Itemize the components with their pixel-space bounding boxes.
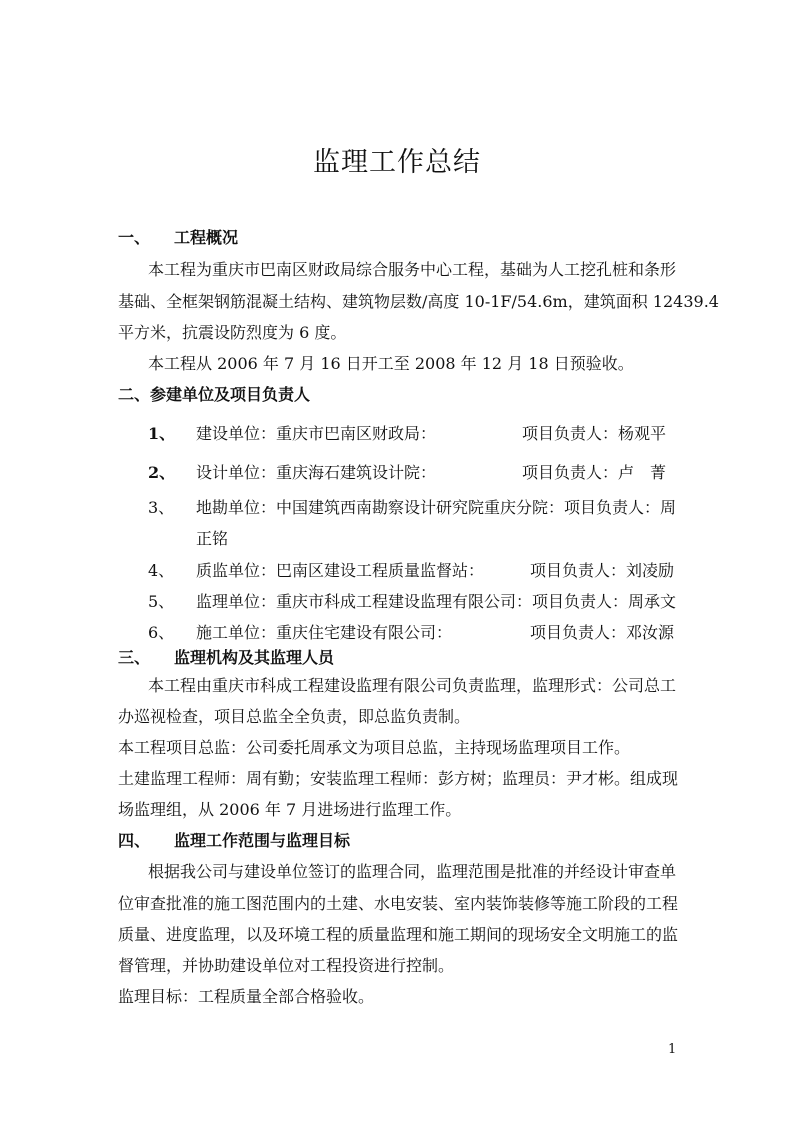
unit-4-responsible: 项目负责人：刘凌励 xyxy=(530,561,675,580)
section-2-heading: 二、参建单位及项目负责人 xyxy=(118,385,311,404)
unit-2-text: 设计单位：重庆海石建筑设计院： xyxy=(196,463,437,482)
section-4-heading xyxy=(118,831,350,851)
unit-2-number: 2、 xyxy=(148,463,176,482)
section-4-para-1-line-3: 质量、进度监理，以及环境工程的质量监理和施工期间的现场安全文明施工的监 xyxy=(118,925,679,944)
section-3-number: 三、 xyxy=(118,648,151,667)
section-3-title: 监理机构及其监理人员 xyxy=(174,648,335,667)
section-1-para-1-line-3: 平方米，抗震设防烈度为 6 度。 xyxy=(118,323,347,342)
section-1-para-1-line-2: 基础、全框架钢筋混凝土结构、建筑物层数/高度 10-1F/54.6m，建筑面积 12439.4 xyxy=(118,292,719,311)
unit-1-number: 1、 xyxy=(148,424,176,443)
section-4-para-2: 监理目标：工程质量全部合格验收。 xyxy=(118,987,375,1006)
section-4-number: 四、 xyxy=(118,831,151,850)
unit-2-responsible: 项目负责人：卢 菁 xyxy=(522,463,667,482)
unit-4-number: 4、 xyxy=(148,561,175,580)
section-4-para-1-line-2: 位审查批准的施工图范围内的土建、水电安装、室内装饰装修等施工阶段的工程 xyxy=(118,894,679,913)
section-3-para-2: 本工程项目总监：公司委托周承文为项目总监，主持现场监理项目工作。 xyxy=(118,738,631,757)
unit-5-text: 监理单位：重庆市科成工程建设监理有限公司：项目负责人：周承文 xyxy=(196,592,677,611)
section-1-heading xyxy=(118,228,238,248)
section-4-para-1-line-4: 督管理，并协助建设单位对工程投资进行控制。 xyxy=(118,956,455,975)
section-3-para-3-line-1: 土建监理工程师：周有勤；安装监理工程师：彭方树；监理员：尹才彬。组成现 xyxy=(118,769,679,788)
section-3-para-1-line-1: 本工程由重庆市科成工程建设监理有限公司负责监理，监理形式：公司总工 xyxy=(148,676,677,695)
unit-5-number: 5、 xyxy=(148,592,175,611)
section-4-para-1-line-1: 根据我公司与建设单位签订的监理合同，监理范围是批准的并经设计审查单 xyxy=(148,862,677,881)
document-title: 监理工作总结 xyxy=(313,147,481,178)
section-3-para-3-line-2: 场监理组，从 2006 年 7 月进场进行监理工作。 xyxy=(118,800,462,819)
page-number: 1 xyxy=(668,1042,677,1057)
section-1-para-1-line-1: 本工程为重庆市巴南区财政局综合服务中心工程，基础为人工挖孔桩和条形 xyxy=(148,260,677,279)
unit-4-text: 质监单位：巴南区建设工程质量监督站： xyxy=(196,561,485,580)
section-1-title: 工程概况 xyxy=(174,228,239,247)
unit-3-text: 地勘单位：中国建筑西南勘察设计研究院重庆分院：项目负责人：周 xyxy=(196,498,677,517)
section-1-number: 一、 xyxy=(118,228,151,247)
unit-6-text: 施工单位：重庆住宅建设有限公司： xyxy=(196,623,453,642)
unit-3-number: 3、 xyxy=(148,498,175,517)
unit-1-responsible: 项目负责人：杨观平 xyxy=(522,424,667,443)
unit-6-responsible: 项目负责人：邓汝源 xyxy=(530,623,675,642)
section-3-para-1-line-2: 办巡视检查，项目总监全全负责，即总监负责制。 xyxy=(118,707,471,726)
section-4-title: 监理工作范围与监理目标 xyxy=(174,831,351,850)
unit-3-continuation: 正铭 xyxy=(196,529,229,548)
unit-1-text: 建设单位：重庆市巴南区财政局： xyxy=(196,424,437,443)
unit-6-number: 6、 xyxy=(148,623,175,642)
section-1-para-2: 本工程从 2006 年 7 月 16 日开工至 2008 年 12 月 18 日预验收。 xyxy=(148,354,634,373)
section-3-heading xyxy=(118,648,334,668)
